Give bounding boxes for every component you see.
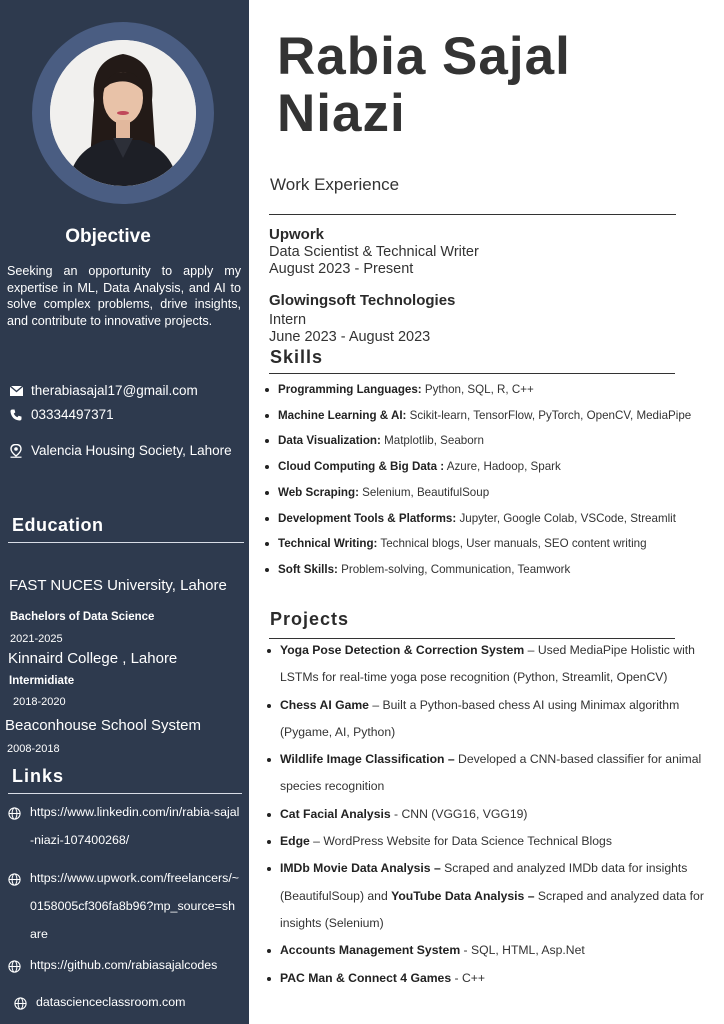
project-label-secondary: YouTube Data Analysis – [391, 888, 535, 903]
skill-item [262, 557, 712, 583]
name-second-line: Niazi [277, 84, 406, 143]
name-first-line: Rabia Sajal [277, 27, 571, 86]
project-text: Developed a CNN-based classifier for animal species recognition [280, 752, 702, 794]
link-linkedin[interactable] [8, 804, 240, 854]
skill-text: Problem-solving, Communication, Teamwork [337, 562, 571, 576]
job-role: Data Scientist & Technical Writer [269, 244, 479, 260]
job-dates: August 2023 - Present [269, 261, 414, 277]
project-label: Accounts Management System [280, 943, 461, 958]
skill-label: Machine Learning & AI: [278, 408, 407, 422]
skill-text: Matplotlib, Seaborn [380, 434, 484, 448]
link-upwork[interactable] [8, 870, 240, 948]
skill-item [262, 428, 712, 454]
skills-divider [269, 373, 675, 374]
skill-item [262, 403, 712, 429]
skill-label: Cloud Computing & Big Data : [278, 460, 445, 474]
phone-icon [8, 408, 24, 422]
link-website[interactable] [14, 994, 185, 1016]
project-item [264, 746, 704, 801]
skill-item [262, 480, 712, 506]
skill-text: Python, SQL, R, C++ [421, 383, 534, 396]
location-pin-icon [8, 444, 24, 458]
project-item [264, 937, 704, 964]
objective-text: Seeking an opportunity to apply my expertise in ML, Data Analysis, and AI to solve complex problems, drive insights, and contribute to innovative projects. [7, 264, 241, 328]
contact-phone[interactable] [8, 407, 114, 422]
contact-email[interactable] [8, 383, 198, 398]
project-text: - C++ [451, 970, 485, 985]
objective-heading: Objective [65, 226, 151, 247]
skill-item [262, 531, 712, 557]
link-github[interactable] [8, 957, 217, 979]
link-text: datascienceclassroom.com [36, 995, 186, 1009]
globe-icon [8, 807, 21, 820]
skill-item [262, 454, 712, 480]
project-text: Scraped and analyzed IMDb data for insights (BeautifulSoup) and [280, 861, 688, 903]
skill-label: Data Visualization: [278, 434, 381, 448]
skill-label: Programming Languages: [278, 383, 422, 396]
phone-text: 03334497371 [31, 407, 114, 422]
address-text: Valencia Housing Society, Lahore [31, 443, 232, 458]
project-text: – WordPress Website for Data Science Technical Blogs [309, 834, 612, 849]
globe-icon [8, 960, 21, 973]
education-divider [8, 542, 244, 543]
work-experience-heading: Work Experience [270, 175, 400, 194]
globe-icon [8, 873, 21, 886]
skill-item [262, 506, 712, 532]
project-item [264, 692, 704, 747]
project-item [264, 965, 704, 992]
project-label: Wildlife Image Classification – [280, 752, 455, 767]
education-years: 2018-2020 [13, 696, 66, 708]
skill-label: Web Scraping: [278, 485, 359, 499]
education-heading: Education [12, 515, 104, 535]
project-label: PAC Man & Connect 4 Games [280, 970, 452, 985]
education-school: Beaconhouse School System [5, 717, 201, 734]
project-item [264, 637, 704, 692]
job-role: Intern [269, 312, 307, 328]
link-text: https://www.upwork.com/freelancers/~0158005cf306fa8b96?mp_source=share [30, 871, 240, 941]
project-item [264, 801, 704, 828]
project-label: Chess AI Game [280, 697, 369, 712]
project-label: IMDb Movie Data Analysis – [280, 861, 441, 876]
project-text: - SQL, HTML, Asp.Net [460, 943, 585, 958]
project-text-secondary: Scraped and analyzed data for insights (Selenium) [280, 888, 704, 930]
project-item [264, 828, 704, 855]
education-school: FAST NUCES University, Lahore [9, 577, 227, 594]
education-school: Kinnaird College , Lahore [8, 650, 178, 667]
link-text: https://github.com/rabiasajalcodes [30, 958, 218, 972]
link-text: https://www.linkedin.com/in/rabia-sajal-niazi-107400268/ [30, 805, 240, 847]
job-company: Upwork [269, 226, 325, 243]
job-dates: June 2023 - August 2023 [269, 329, 431, 345]
skill-text: Azure, Hadoop, Spark [444, 460, 561, 474]
links-divider [8, 793, 242, 794]
globe-icon [14, 997, 27, 1010]
job-company: Glowingsoft Technologies [269, 292, 456, 309]
skills-list [262, 377, 712, 583]
work-divider [269, 214, 676, 215]
skill-text: Selenium, BeautifulSoup [358, 485, 490, 499]
education-years: 2021-2025 [10, 633, 63, 645]
project-label: Yoga Pose Detection & Correction System [280, 643, 525, 657]
contact-address [8, 443, 232, 458]
skills-heading: Skills [270, 347, 324, 367]
mail-icon [8, 384, 24, 398]
email-text: therabiasajal17@gmail.com [31, 383, 198, 398]
education-years: 2008-2018 [7, 743, 60, 755]
skill-label: Technical Writing: [278, 537, 378, 551]
project-text: – Used MediaPipe Holistic with LSTMs for real-time yoga pose recognition (Python, Streamlit, OpenCV) [280, 643, 695, 685]
skill-text: Scikit-learn, TensorFlow, PyTorch, OpenCV, MediaPipe [406, 408, 692, 422]
projects-list [264, 637, 704, 992]
projects-heading: Projects [270, 609, 350, 629]
project-label: Cat Facial Analysis [280, 806, 391, 821]
skill-item [262, 377, 712, 403]
links-heading: Links [12, 766, 65, 786]
skill-label: Development Tools & Platforms: [278, 511, 457, 525]
skill-text: Jupyter, Google Colab, VSCode, Streamlit [456, 511, 676, 525]
project-item [264, 855, 704, 937]
education-degree: Bachelors of Data Science [10, 611, 155, 623]
project-label: Edge [280, 834, 310, 849]
skill-label: Soft Skills: [278, 562, 338, 576]
education-degree: Intermidiate [9, 675, 75, 687]
profile-photo [50, 40, 196, 186]
sidebar [0, 0, 249, 1024]
skill-text: Technical blogs, User manuals, SEO content writing [377, 537, 647, 551]
project-text: – Built a Python-based chess AI using Minimax algorithm (Pygame, AI, Python) [280, 697, 680, 739]
name-heading [277, 28, 697, 142]
project-text: - CNN (VGG16, VGG19) [390, 806, 528, 821]
